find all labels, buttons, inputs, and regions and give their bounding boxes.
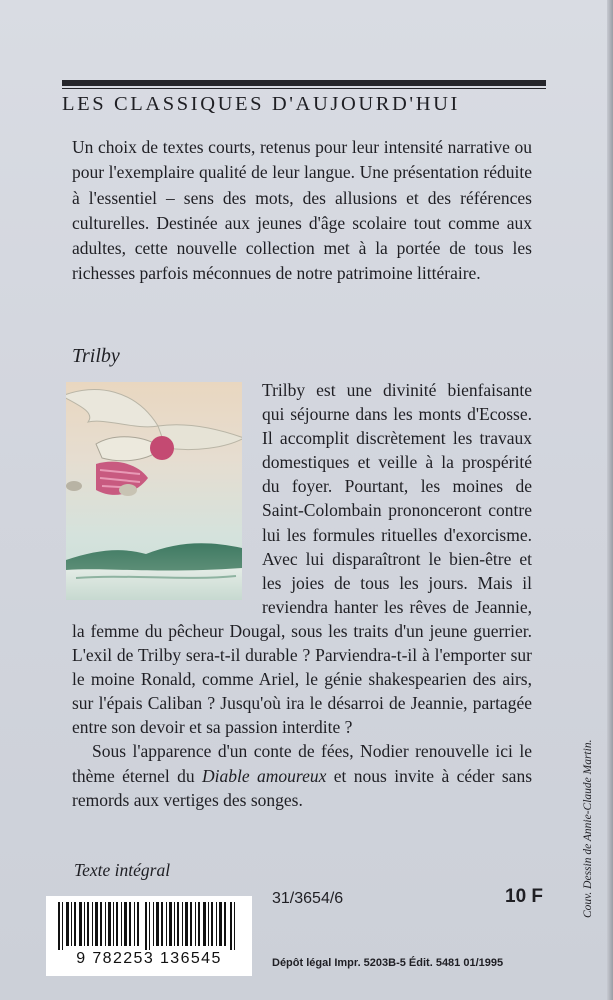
edition-note: Texte intégral <box>74 860 171 880</box>
illustration-spacer <box>72 378 262 610</box>
barcode <box>46 896 252 976</box>
price: 10 F <box>505 886 544 907</box>
series-title: LES CLASSIQUES D'AUJOURD'HUI <box>62 93 460 115</box>
header-rule-thick <box>62 80 546 86</box>
book-summary <box>72 378 532 812</box>
isbn-number: 9 782253 136545 <box>76 950 222 967</box>
cover-edge <box>607 0 613 1000</box>
legal-deposit: Dépôt légal Impr. 5203B-5 Édit. 5481 01/1995 <box>272 957 504 969</box>
summary-p2-end: et nous invite à céder sans remords aux vertiges des songes. <box>72 765 532 810</box>
cover-credit: Couv. Dessin de Annie-Claude Martin. <box>582 739 594 918</box>
work-reference: Diable amoureux <box>202 765 327 786</box>
collection-blurb: Un choix de textes courts, retenus pour leur intensité narrative ou pour l'exemplaire qualité de leur langue. Une présentation réduite à l'essentiel – sens des mots, des allusions et des références culturelles. Destinée aux jeunes d'âge scolaire tout comme aux adultes, cette nouvelle collection met à la portée de tous les richesses parfois méconnues de notre patrimoine littéraire. <box>72 137 532 284</box>
barcode-icon <box>56 902 242 950</box>
book-title: Trilby <box>72 345 120 367</box>
summary-paragraph-2 <box>72 739 532 811</box>
header-rule-thin <box>62 88 546 89</box>
catalog-code: 31/3654/6 <box>272 890 344 907</box>
summary-paragraph-1: Trilby est une divinité bienfaisante qui séjourne dans les monts d'Ecosse. Il accomplit discrètement les travaux domestiques et veille à la prospérité du foyer. Pourtant, les moines de Saint-Colombain prononceront contre lui les formules rituelles d'exorcisme. Avec lui disparaîtront le bien-être et les joies de tous les jours. Mais il reviendra hanter les rêves de Jeannie, la femme du pêcheur Dougal, sous les traits d'un jeune guerrier. L'exil de Trilby sera-t-il durable ? Parviendra-t-il à l'emporter sur le moine Ronald, comme Ariel, le génie shakespearien des airs, sur l'épais Caliban ? Jusqu'où ira le désarroi de Jeannie, partagée entre son devoir et sa passion interdite ? <box>72 380 532 738</box>
summary-p2-start: Sous l'apparence d'un conte de fées, Nodier renouvelle ici le thème éternel du <box>72 741 532 786</box>
